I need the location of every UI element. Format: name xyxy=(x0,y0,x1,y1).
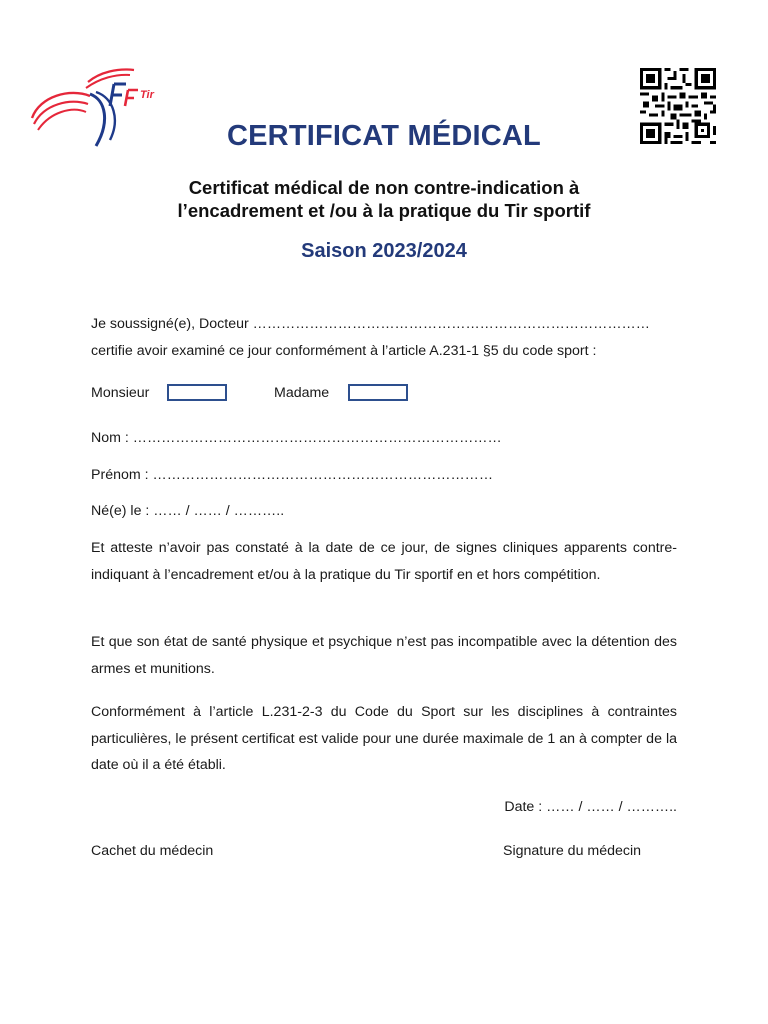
subtitle-line-2: l’encadrement et /ou à la pratique du Tir sportif xyxy=(177,200,591,221)
season-label: Saison 2023/2024 xyxy=(301,240,467,262)
attestation-paragraph: Et atteste n’avoir pas constaté à la date de ce jour, de signes cliniques apparents contre-indiquant à l’encadrement et/ou à la pratique du Tir sportif en et hors compétition. xyxy=(91,540,677,583)
madame-label: Madame xyxy=(274,385,330,401)
date-field[interactable]: Date : …… / …… / ……….. xyxy=(504,799,677,815)
doctor-signature-label: Signature du médecin xyxy=(503,843,642,859)
birth-date-field[interactable]: Né(e) le : …… / …… / ……….. xyxy=(91,503,285,519)
madame-checkbox[interactable] xyxy=(348,384,408,401)
health-paragraph: Et que son état de santé physique et psychique n’est pas incompatible avec la détention des armes et munitions. xyxy=(91,634,677,677)
doctor-name-field[interactable]: Je soussigné(e), Docteur ………………………………………………………………………… xyxy=(91,316,650,332)
prenom-field[interactable]: Prénom : ……………………………………………………………… xyxy=(91,467,494,483)
doctor-stamp-label: Cachet du médecin xyxy=(91,843,214,859)
document-subtitle xyxy=(0,176,768,222)
validity-paragraph: Conformément à l’article L.231-2-3 du Code du Sport sur les disciplines à contraintes particulières, le présent certificat est valide pour une durée maximale de 1 an à compter de la date où il a été établi. xyxy=(91,704,677,773)
monsieur-checkbox[interactable] xyxy=(167,384,227,401)
svg-text:Tir: Tir xyxy=(140,89,154,101)
document-title: CERTIFICAT MÉDICAL xyxy=(227,120,541,152)
certify-statement: certifie avoir examiné ce jour conformément à l’article A.231-1 §5 du code sport : xyxy=(91,343,597,359)
nom-field[interactable]: Nom : …………………………………………………………………… xyxy=(91,430,502,446)
subtitle-line-1: Certificat médical de non contre-indication à xyxy=(188,177,580,198)
monsieur-label: Monsieur xyxy=(91,385,150,401)
